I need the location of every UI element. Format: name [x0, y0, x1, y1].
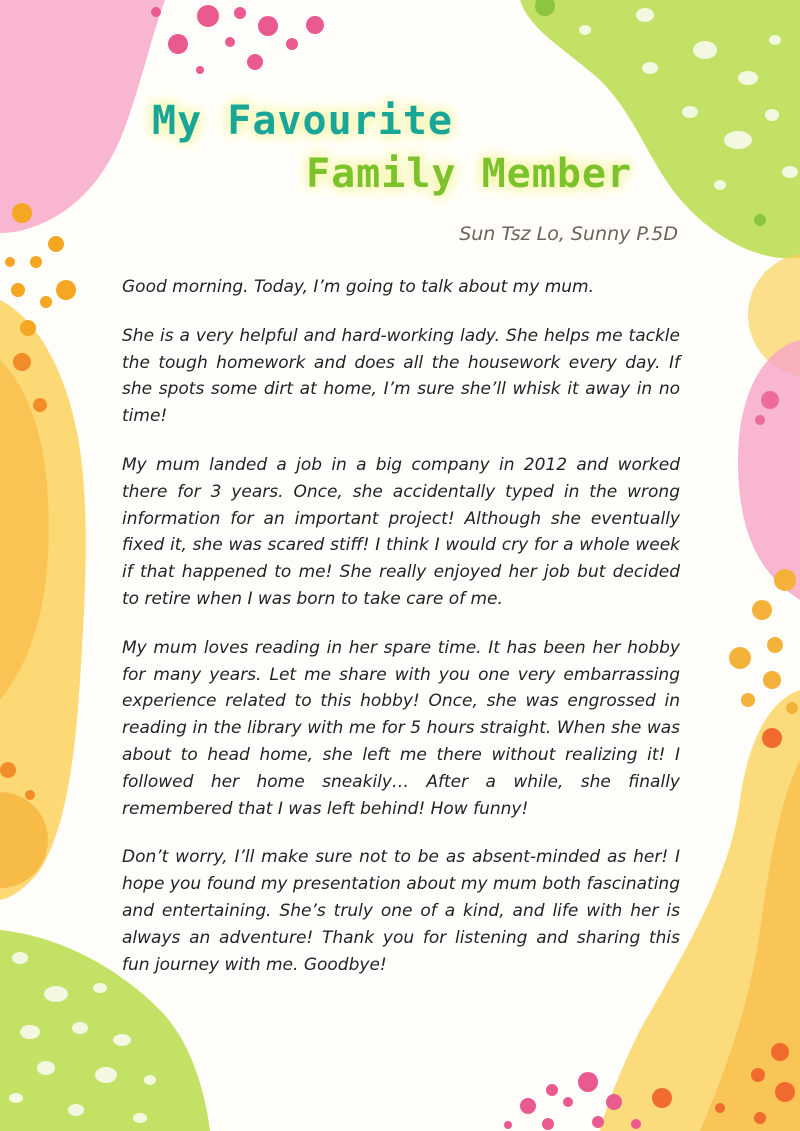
paragraph-personality: She is a very helpful and hard-working lady. She helps me tackle the tough homework and does all the housework every day. If she spots some dirt at home, I’m sure she’ll whisk it away in no time! — [122, 325, 680, 427]
title-line-2: Family Member — [306, 151, 633, 197]
paragraph-greeting: Good morning. Today, I’m going to talk about my mum. — [122, 277, 594, 297]
speech-body — [122, 274, 680, 1000]
paragraph-closing: Don’t worry, I’ll make sure not to be as absent-minded as her! I hope you found my presentation about my mum both fascinating and entertaining. She’s truly one of a kind, and life with her is always an adventure! Thank you for listening and sharing this fun journey with me. Goodbye! — [122, 847, 680, 975]
paragraph-hobby: My mum loves reading in her spare time. It has been her hobby for many years. Let me share with you one very embarrassing experience related to this hobby! Once, she was engrossed in reading in the library with me for 5 hours straight. When she was about to head home, she left me there without realizing it! I followed her home sneakily… After a while, she finally remembered that I was left behind! How funny! — [122, 637, 680, 819]
author-credit: Sun Tsz Lo, Sunny P.5D — [459, 223, 678, 245]
pink-dots-top — [151, 5, 324, 74]
pink-blob-top-left — [0, 0, 165, 233]
pink-blob-right — [738, 340, 800, 600]
green-dot-right — [754, 214, 766, 226]
title-line-1: My Favourite — [152, 98, 453, 144]
paragraph-career: My mum landed a job in a big company in 2012 and worked there for 3 years. Once, she accidentally typed in the wrong information for an important project! Although she eventually fixed it, she was scared stiff! I think I would cry for a whole week if that happened to me! She really enjoyed her job but decided to retire when I was born to take care of me. — [122, 454, 680, 609]
